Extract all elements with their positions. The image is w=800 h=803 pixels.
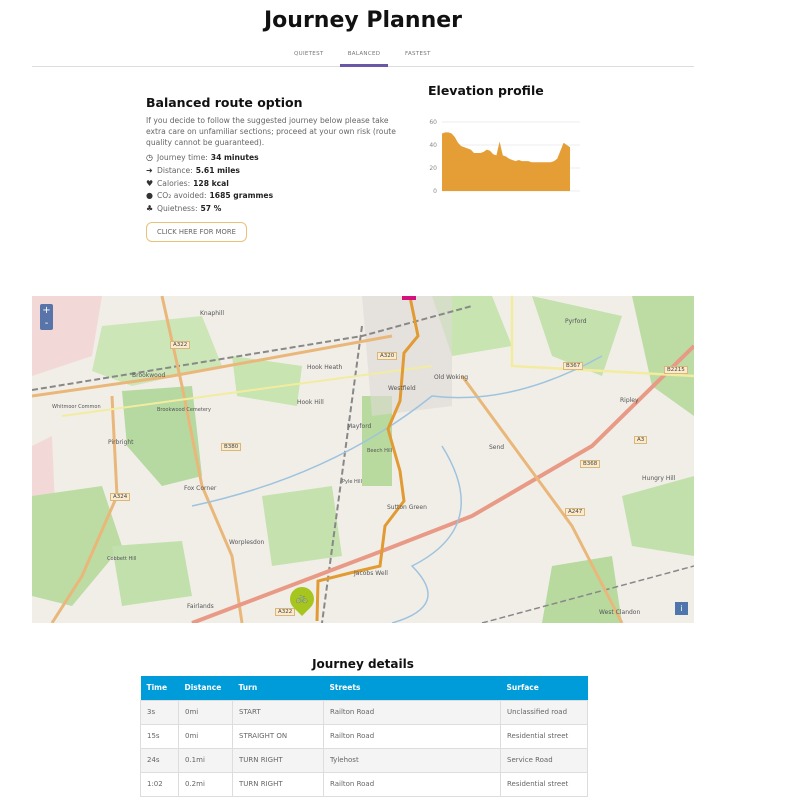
tab-balanced[interactable]: BALANCED [340,51,388,67]
map-label: Cobbett Hill [107,556,137,562]
chart-title: Elevation profile [428,83,544,98]
elevation-area [442,132,570,191]
road-shield: A320 [377,352,397,360]
info-button[interactable]: i [675,602,688,615]
column-header: Time [141,676,179,700]
clock-icon: ◷ [146,153,153,162]
tab-fastest[interactable]: FASTEST [405,51,431,57]
stat-quietness: ♣ Quietness: 57 % [146,203,406,216]
map-label: Worplesdon [229,539,265,546]
tab-quietest[interactable]: QUIETEST [294,51,324,57]
map-label: West Clandon [599,609,641,616]
map-label: Pyrford [565,318,587,325]
road-shield: A3 [634,436,647,444]
map-label: Jacobs Well [354,570,388,577]
table-cell: Unclassified road [501,700,588,724]
table-cell: 0mi [179,724,233,748]
map-label: Pyle Hill [342,479,362,485]
elevation-chart [428,83,588,197]
elevation-plot [428,98,588,193]
table-cell: Service Road [501,748,588,772]
page-title: Journey Planner [264,8,462,33]
table-cell: START [233,700,324,724]
map-label: Send [489,444,505,451]
map-label: Old Woking [434,374,469,381]
table-row [141,748,588,772]
road-shield: A247 [565,508,585,516]
arrow-right-icon: ➜ [146,165,153,175]
map-label: Hungry Hill [642,475,676,482]
table-cell: 24s [141,748,179,772]
table-cell: Railton Road [324,724,501,748]
map-label: Hook Heath [307,364,343,371]
map-label: Knaphill [200,310,225,317]
journey-details-title: Journey details [312,657,414,671]
stat-distance: ➜ Distance: 5.61 miles [146,165,406,178]
route-description: If you decide to follow the suggested journey below please take extra care on unfamiliar sections; proceed at your own risk (route quality cannot be guaranteed). [146,116,396,147]
y-tick-label: 60 [429,119,437,126]
route-tabs [32,46,694,67]
route-summary [146,95,406,242]
table-cell: 15s [141,724,179,748]
y-tick-label: 20 [429,165,437,172]
table-row [141,724,588,748]
map-label: Mayford [347,423,372,430]
table-cell: Tylehost [324,748,501,772]
stat-calories: ♥ Calories: 128 kcal [146,178,406,191]
map-label: Westfield [388,385,416,392]
map-label: Hook Hill [297,399,324,406]
table-row [141,700,588,724]
stat-journey-time: ◷ Journey time: 34 minutes [146,152,406,165]
start-marker-bicycle-icon[interactable]: 🚲 [285,582,319,616]
map-label: Fox Corner [184,485,217,492]
table-cell: 0mi [179,700,233,724]
route-heading: Balanced route option [146,95,303,110]
tree-icon: ♣ [146,204,154,214]
map-label: Whitmoor Common [52,404,101,410]
table-cell: 1:02 [141,772,179,796]
y-tick-label: 40 [429,142,437,149]
map-label: Pirbright [108,439,134,446]
map-label: Brookwood Cemetery [157,407,211,413]
road-shield: B380 [221,443,241,451]
table-cell: Railton Road [324,772,501,796]
map-label: Fairlands [187,603,214,610]
table-cell: STRAIGHT ON [233,724,324,748]
road-shield: A324 [110,493,130,501]
column-header: Streets [324,676,501,700]
column-header: Surface [501,676,588,700]
table-cell: Residential street [501,772,588,796]
globe-icon: ● [146,191,153,201]
map-label: Sutton Green [387,504,427,511]
road-shield: A322 [170,341,190,349]
column-header: Distance [179,676,233,700]
road-shield: B367 [563,362,583,370]
route-map[interactable] [32,296,694,623]
zoom-in-button[interactable]: + [42,305,51,316]
road-shield: B2215 [664,366,688,374]
map-label: Ripley [620,397,639,404]
table-cell: 0.2mi [179,772,233,796]
map-label: Brookwood [132,372,166,379]
table-cell: Railton Road [324,700,501,724]
stat-co2: ● CO₂ avoided: 1685 grammes [146,190,406,203]
table-cell: TURN RIGHT [233,772,324,796]
road-shield: B368 [580,460,600,468]
table-cell: 0.1mi [179,748,233,772]
map-label: Beech Hill [367,448,393,454]
journey-details-table [140,676,588,797]
zoom-control [40,304,53,330]
table-cell: 3s [141,700,179,724]
more-button[interactable]: CLICK HERE FOR MORE [146,222,247,242]
heart-icon: ♥ [146,178,154,188]
y-tick-label: 0 [433,188,437,193]
table-cell: TURN RIGHT [233,748,324,772]
table-row [141,772,588,796]
table-cell: Residential street [501,724,588,748]
zoom-out-button[interactable]: - [44,318,49,329]
column-header: Turn [233,676,324,700]
road-shield: A322 [275,608,295,616]
